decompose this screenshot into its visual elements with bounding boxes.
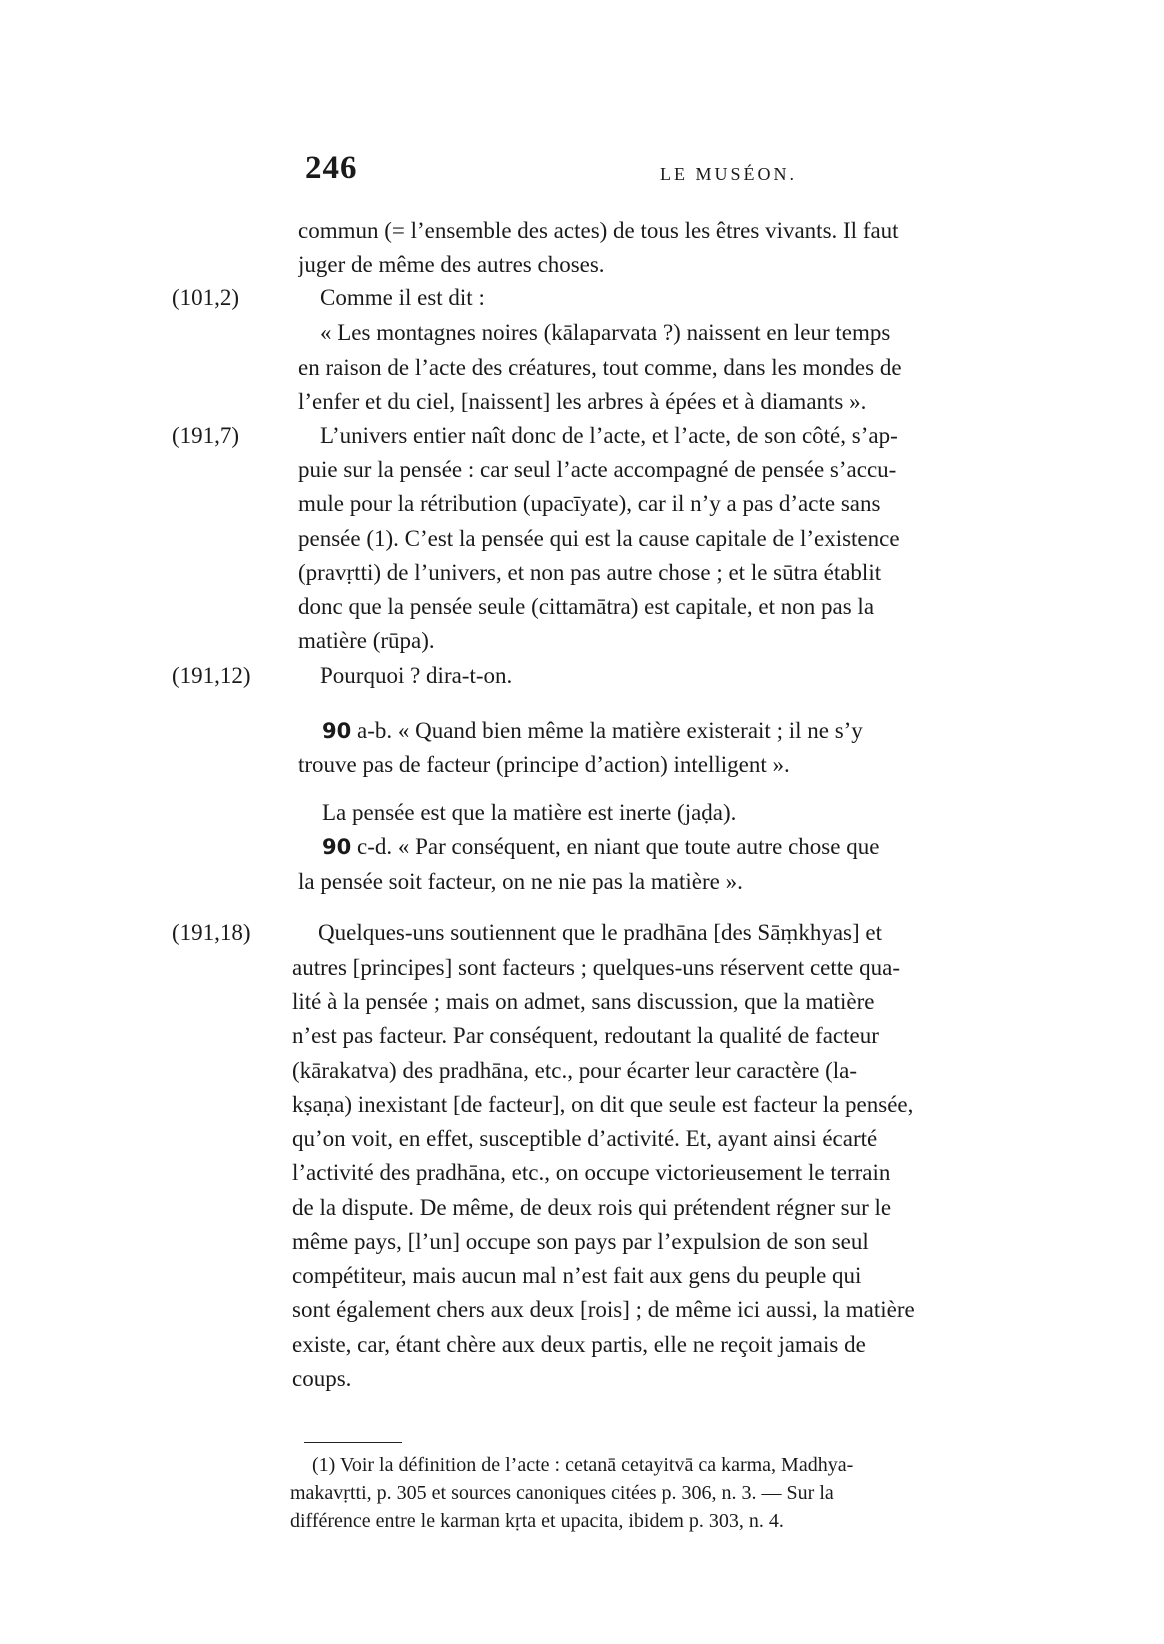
footnote-line: makavṛtti, p. 305 et sources canoniques citées p. 306, n. 3. — Sur la (290, 1482, 834, 1504)
text-line: en raison de l’acte des créatures, tout comme, dans les mondes de (298, 355, 902, 380)
text-line: L’univers entier naît donc de l’acte, et l’acte, de son côté, s’ap- (320, 423, 898, 448)
page-number: 246 (305, 150, 358, 186)
text-line: de la dispute. De même, de deux rois qui prétendent régner sur le (292, 1195, 892, 1220)
text-line: autres [principes] sont facteurs ; quelques-uns réservent cette qua- (292, 955, 900, 980)
text-line: compétiteur, mais aucun mal n’est fait aux gens du peuple qui (292, 1263, 862, 1288)
text-line: puie sur la pensée : car seul l’acte accompagné de pensée s’accu- (298, 457, 897, 482)
text-line: n’est pas facteur. Par conséquent, redoutant la qualité de facteur (292, 1023, 879, 1048)
margin-ref: (191,12) (172, 663, 251, 688)
text-line: La pensée est que la matière est inerte (jaḍa). (322, 800, 737, 825)
text-line: sont également chers aux deux [rois] ; de même ici aussi, la matière (292, 1297, 915, 1322)
text-line: la pensée soit facteur, on ne nie pas la matière ». (298, 869, 743, 894)
running-title: LE MUSÉON. (660, 164, 797, 184)
text-line: mule pour la rétribution (upacīyate), car il n’y a pas d’acte sans (298, 491, 881, 516)
footnote-divider (304, 1442, 402, 1443)
margin-ref: (191,18) (172, 920, 251, 945)
verse-line (322, 834, 1048, 860)
text-line: matière (rūpa). (298, 628, 435, 653)
text-line: qu’on voit, en effet, susceptible d’activité. Et, ayant ainsi écarté (292, 1126, 878, 1151)
text-line: donc que la pensée seule (cittamātra) est capitale, et non pas la (298, 594, 875, 619)
text-line: Quelques-uns soutiennent que le pradhāna [des Sāṃkhyas] et (318, 920, 882, 945)
text-line: Comme il est dit : (320, 285, 485, 310)
text-line: commun (= l’ensemble des actes) de tous les êtres vivants. Il faut (298, 218, 899, 243)
text-line: trouve pas de facteur (principe d’action) intelligent ». (298, 752, 790, 777)
verse-text: c-d. « Par conséquent, en niant que toute autre chose que (356, 834, 880, 859)
text-line: pensée (1). C’est la pensée qui est la cause capitale de l’existence (298, 526, 900, 551)
margin-ref: (191,7) (172, 423, 240, 448)
verse-line (322, 718, 1048, 744)
text-line: lité à la pensée ; mais on admet, sans discussion, que la matière (292, 989, 875, 1014)
verse-text: a-b. « Quand bien même la matière existerait ; il ne s’y (356, 718, 863, 743)
page-header (305, 150, 1085, 200)
footnote-line: (1) Voir la définition de l’acte : cetanā cetayitvā ca karma, Madhya- (312, 1454, 854, 1476)
verse-number: 90 (322, 719, 352, 743)
footnote-line: différence entre le karman kṛta et upacita, ibidem p. 303, n. 4. (290, 1510, 784, 1532)
text-line: l’enfer et du ciel, [naissent] les arbres à épées et à diamants ». (298, 389, 867, 414)
text-line: (pravṛtti) de l’univers, et non pas autre chose ; et le sūtra établit (298, 560, 882, 585)
margin-ref: (101,2) (172, 285, 240, 310)
text-line: Pourquoi ? dira-t-on. (320, 663, 513, 688)
text-line: (kārakatva) des pradhāna, etc., pour écarter leur caractère (la- (292, 1058, 858, 1083)
text-line: existe, car, étant chère aux deux partis, elle ne reçoit jamais de (292, 1332, 866, 1357)
text-line: « Les montagnes noires (kālaparvata ?) naissent en leur temps (320, 320, 891, 345)
verse-number: 90 (322, 835, 352, 859)
text-line: coups. (292, 1366, 352, 1391)
text-line: l’activité des pradhāna, etc., on occupe victorieusement le terrain (292, 1160, 891, 1185)
text-line: kṣaṇa) inexistant [de facteur], on dit que seule est facteur la pensée, (292, 1092, 914, 1117)
text-line: même pays, [l’un] occupe son pays par l’expulsion de son seul (292, 1229, 869, 1254)
text-line: juger de même des autres choses. (298, 252, 605, 277)
